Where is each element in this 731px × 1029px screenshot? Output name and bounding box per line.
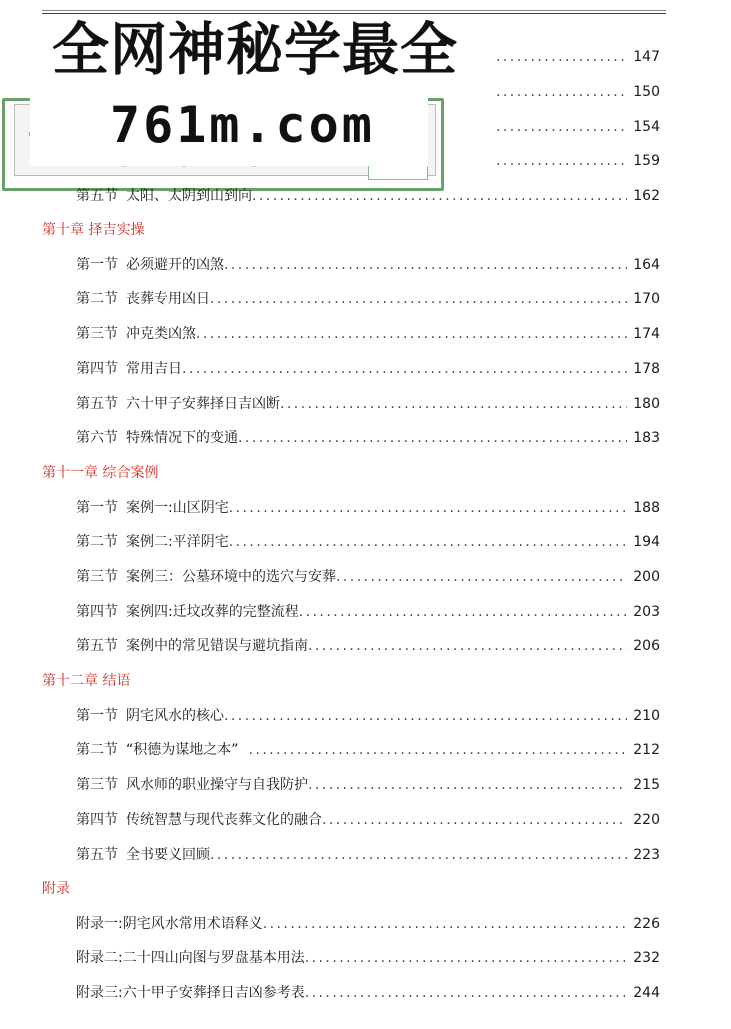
appendix-label: 附录一:: [76, 916, 123, 932]
page-number: 215: [633, 777, 660, 793]
section-title: 案例中的常见错误与避坑指南: [126, 638, 308, 654]
toc-entry[interactable]: [76, 357, 660, 381]
toc-entry-partial[interactable]: [496, 115, 660, 139]
toc-entry[interactable]: [76, 530, 660, 554]
section-label: 第一节: [76, 708, 118, 724]
toc-entry-partial[interactable]: [496, 149, 660, 173]
page-number: 180: [633, 396, 660, 412]
page-number: 178: [633, 361, 660, 377]
section-label: 第五节: [76, 188, 118, 204]
dot-leader: [336, 565, 627, 589]
toc-entry[interactable]: [76, 253, 660, 277]
section-label: 第四节: [76, 604, 118, 620]
page-number: 147: [633, 49, 660, 65]
page-number: 210: [633, 708, 660, 724]
page-number: 200: [633, 569, 660, 585]
appendix-title: 阴宅风水常用术语释义: [122, 916, 263, 932]
toc-entry[interactable]: [76, 704, 660, 728]
dot-leader: [210, 843, 627, 867]
page-number: 164: [633, 257, 660, 273]
section-title: 案例四:迁坟改葬的完整流程: [126, 604, 299, 620]
dot-leader: [308, 634, 627, 658]
toc-entry[interactable]: [76, 773, 660, 797]
page-number: 194: [633, 534, 660, 550]
section-title: “积德为谋地之本”: [126, 742, 239, 758]
section-title: 案例二:平洋阴宅: [126, 534, 229, 550]
toc-entry[interactable]: [76, 634, 660, 658]
dot-leader: [496, 149, 627, 173]
toc-entry[interactable]: [76, 808, 660, 832]
toc-entry[interactable]: [76, 981, 660, 1005]
dot-leader: [308, 773, 627, 797]
dot-leader: [224, 253, 627, 277]
dot-leader: [182, 357, 627, 381]
toc-entry[interactable]: [76, 565, 660, 589]
toc-entry[interactable]: [76, 322, 660, 346]
section-title: 全书要义回顾: [126, 847, 210, 863]
toc-entry-partial[interactable]: [496, 45, 660, 69]
dot-leader: [322, 808, 627, 832]
dot-leader: [238, 426, 627, 450]
section-label: 第二节: [76, 742, 118, 758]
section-label: 第四节: [76, 361, 118, 377]
chapter-heading[interactable]: 第十章 择吉实操: [42, 222, 145, 238]
toc-entry[interactable]: [76, 392, 660, 416]
dot-leader: [252, 184, 627, 208]
appendix-label: 附录三:: [76, 985, 123, 1001]
dot-leader: [224, 704, 627, 728]
section-title: 特殊情况下的变通: [126, 430, 238, 446]
chapter-heading[interactable]: 第十一章 综合案例: [42, 465, 159, 481]
section-label: 第一节: [76, 500, 118, 516]
dot-leader: [305, 946, 628, 970]
page-number: 244: [633, 985, 660, 1001]
section-title: 案例三：公墓环境中的选穴与安葬: [126, 569, 336, 585]
appendix-title: 六十甲子安葬择日吉凶参考表: [122, 985, 305, 1001]
page-number: 188: [633, 500, 660, 516]
chapter-heading[interactable]: 附录: [42, 881, 70, 897]
toc-entry[interactable]: [76, 946, 660, 970]
section-title: 常用吉日: [126, 361, 182, 377]
section-label: 第三节: [76, 569, 118, 585]
section-title: 冲克类凶煞: [126, 326, 196, 342]
toc-entry[interactable]: [76, 287, 660, 311]
section-label: 第五节: [76, 396, 118, 412]
section-label: 第二节: [76, 534, 118, 550]
toc-entry[interactable]: [76, 912, 660, 936]
dot-leader: [496, 115, 627, 139]
section-title: 阴宅风水的核心: [126, 708, 224, 724]
section-title: 案例一:山区阴宅: [126, 500, 229, 516]
dot-leader: [229, 530, 628, 554]
dot-leader: [299, 600, 628, 624]
page-number: 232: [633, 950, 660, 966]
toc-entry[interactable]: [76, 843, 660, 867]
page-number: 183: [633, 430, 660, 446]
dot-leader: [280, 392, 627, 416]
page-number: 154: [633, 119, 660, 135]
dot-leader: [305, 981, 628, 1005]
toc-entry[interactable]: [76, 426, 660, 450]
section-title: 风水师的职业操守与自我防护: [126, 777, 308, 793]
toc-entry-partial[interactable]: [496, 80, 660, 104]
section-label: 第三节: [76, 326, 118, 342]
chapter-heading[interactable]: 第十二章 结语: [42, 673, 131, 689]
appendix-title: 二十四山向图与罗盘基本用法: [122, 950, 305, 966]
dot-leader: [196, 322, 627, 346]
page-number: 159: [633, 153, 660, 169]
dot-leader: [210, 287, 627, 311]
section-label: 第一节: [76, 257, 118, 273]
section-label: 第二节: [76, 291, 118, 307]
section-title: 六十甲子安葬择日吉凶断: [126, 396, 280, 412]
dot-leader: [496, 45, 627, 69]
page-number: 226: [633, 916, 660, 932]
page-number: 170: [633, 291, 660, 307]
watermark-title: 全网神秘学最全: [52, 17, 458, 83]
section-title: 太阳、太阴到山到向: [126, 188, 252, 204]
dot-leader: [229, 496, 628, 520]
page-number: 223: [633, 847, 660, 863]
toc-entry[interactable]: [76, 600, 660, 624]
section-label: 第四节: [76, 812, 118, 828]
dot-leader: [239, 738, 628, 762]
section-label: 第三节: [76, 777, 118, 793]
toc-entry[interactable]: [76, 496, 660, 520]
toc-entry[interactable]: [76, 184, 660, 208]
section-label: 第五节: [76, 638, 118, 654]
section-label: 第六节: [76, 430, 118, 446]
dot-leader: [496, 80, 627, 104]
section-label: 第五节: [76, 847, 118, 863]
page-number: 203: [633, 604, 660, 620]
toc-entry[interactable]: [76, 738, 660, 762]
page-number: 220: [633, 812, 660, 828]
page-number: 174: [633, 326, 660, 342]
section-title: 传统智慧与现代丧葬文化的融合: [126, 812, 322, 828]
section-title: 必须避开的凶煞: [126, 257, 224, 273]
appendix-label: 附录二:: [76, 950, 123, 966]
page-number: 150: [633, 84, 660, 100]
page-number: 162: [633, 188, 660, 204]
header-rule: [42, 10, 666, 11]
page-number: 212: [633, 742, 660, 758]
dot-leader: [263, 912, 628, 936]
watermark-url[interactable]: 761m.com: [110, 96, 375, 154]
page-number: 206: [633, 638, 660, 654]
section-title: 丧葬专用凶日: [126, 291, 210, 307]
